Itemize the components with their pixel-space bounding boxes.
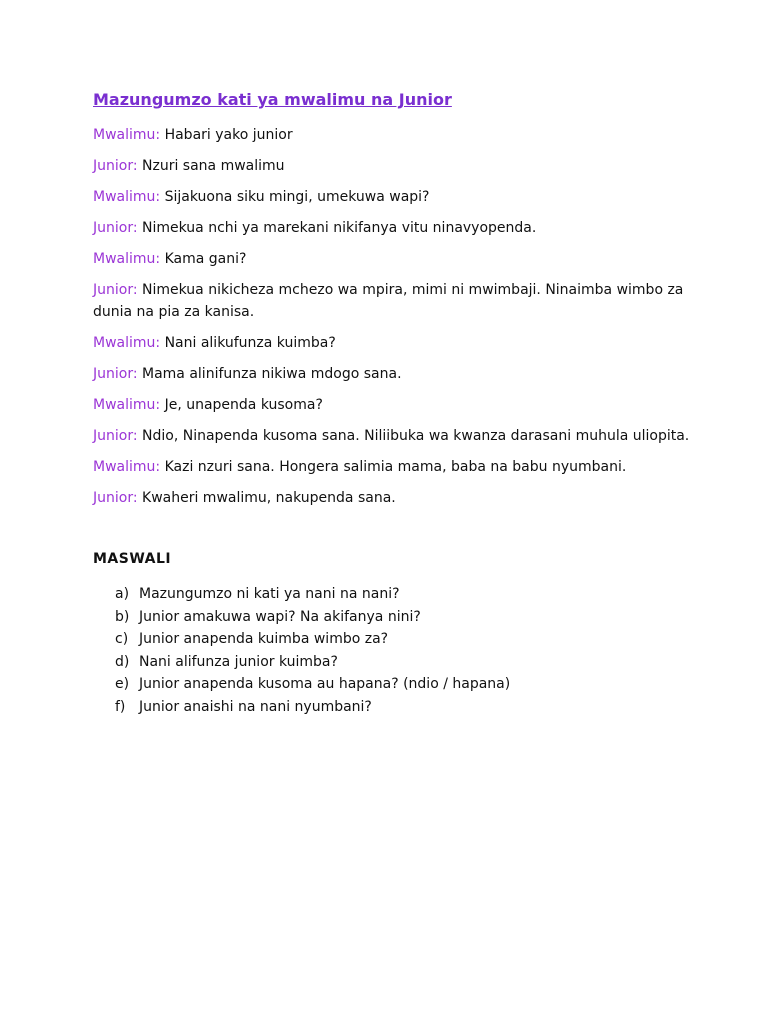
dialogue-text: Habari yako junior bbox=[164, 127, 293, 143]
dialogue-text: Nimekua nchi ya marekani nikifanya vitu ninavyopenda. bbox=[142, 220, 537, 236]
dialogue-line bbox=[93, 456, 703, 478]
speaker-label: Mwalimu: bbox=[93, 335, 161, 351]
question-text: Junior anapenda kusoma au hapana? (ndio / hapana) bbox=[139, 676, 511, 692]
list-item bbox=[115, 651, 703, 674]
speaker-label: Junior: bbox=[93, 220, 138, 236]
dialogue-line bbox=[93, 394, 703, 416]
dialogue-line bbox=[93, 155, 703, 177]
speaker-label: Junior: bbox=[93, 282, 138, 298]
speaker-label: Junior: bbox=[93, 428, 138, 444]
dialogue-text: Sijakuona siku mingi, umekuwa wapi? bbox=[164, 189, 430, 205]
question-text: Junior anaishi na nani nyumbani? bbox=[139, 698, 372, 715]
dialogue-line bbox=[93, 186, 703, 208]
question-letter: a) bbox=[115, 586, 130, 602]
question-text: Junior amakuwa wapi? Na akifanya nini? bbox=[139, 608, 421, 625]
dialogue-line bbox=[93, 425, 703, 447]
list-item bbox=[115, 628, 703, 651]
list-item bbox=[115, 583, 703, 606]
dialogue-text: Kama gani? bbox=[164, 251, 247, 267]
question-letter: f) bbox=[115, 698, 126, 715]
question-text: Mazungumzo ni kati ya nani na nani? bbox=[139, 586, 400, 602]
document-title: Mazungumzo kati ya mwalimu na Junior bbox=[93, 90, 452, 109]
dialogue-text: Kwaheri mwalimu, nakupenda sana. bbox=[142, 490, 396, 506]
dialogue-line bbox=[93, 363, 703, 385]
dialogue-line bbox=[93, 279, 703, 323]
speaker-label: Mwalimu: bbox=[93, 127, 161, 143]
questions-heading: MASWALI bbox=[93, 551, 172, 567]
question-letter: e) bbox=[115, 676, 130, 692]
speaker-label: Mwalimu: bbox=[93, 459, 161, 475]
speaker-label: Junior: bbox=[93, 490, 138, 506]
dialogue-text: Nzuri sana mwalimu bbox=[142, 158, 285, 174]
document-page bbox=[93, 88, 703, 718]
dialogue bbox=[93, 124, 703, 509]
dialogue-line bbox=[93, 487, 703, 509]
dialogue-line bbox=[93, 248, 703, 270]
speaker-label: Mwalimu: bbox=[93, 251, 161, 267]
speaker-label: Junior: bbox=[93, 366, 138, 382]
dialogue-text: Ndio, Ninapenda kusoma sana. Niliibuka wa kwanza darasani muhula uliopita. bbox=[142, 428, 690, 444]
dialogue-text: Je, unapenda kusoma? bbox=[164, 397, 323, 413]
list-item bbox=[115, 606, 703, 629]
question-letter: c) bbox=[115, 631, 129, 647]
dialogue-text: Nani alikufunza kuimba? bbox=[164, 335, 336, 351]
question-text: Nani alifunza junior kuimba? bbox=[139, 653, 338, 670]
dialogue-text: Nimekua nikicheza mchezo wa mpira, mimi ni mwimbaji. Ninaimba wimbo za dunia na pia za kanisa. bbox=[93, 282, 684, 320]
dialogue-text: Mama alinifunza nikiwa mdogo sana. bbox=[142, 366, 402, 382]
list-item bbox=[115, 696, 703, 719]
dialogue-text: Kazi nzuri sana. Hongera salimia mama, baba na babu nyumbani. bbox=[164, 459, 627, 475]
question-letter: d) bbox=[115, 653, 130, 670]
dialogue-line bbox=[93, 217, 703, 239]
dialogue-line bbox=[93, 124, 703, 146]
list-item bbox=[115, 673, 703, 696]
question-letter: b) bbox=[115, 608, 130, 625]
speaker-label: Mwalimu: bbox=[93, 189, 161, 205]
questions-list bbox=[93, 583, 703, 718]
dialogue-line bbox=[93, 332, 703, 354]
question-text: Junior anapenda kuimba wimbo za? bbox=[139, 631, 389, 647]
speaker-label: Mwalimu: bbox=[93, 397, 161, 413]
speaker-label: Junior: bbox=[93, 158, 138, 174]
